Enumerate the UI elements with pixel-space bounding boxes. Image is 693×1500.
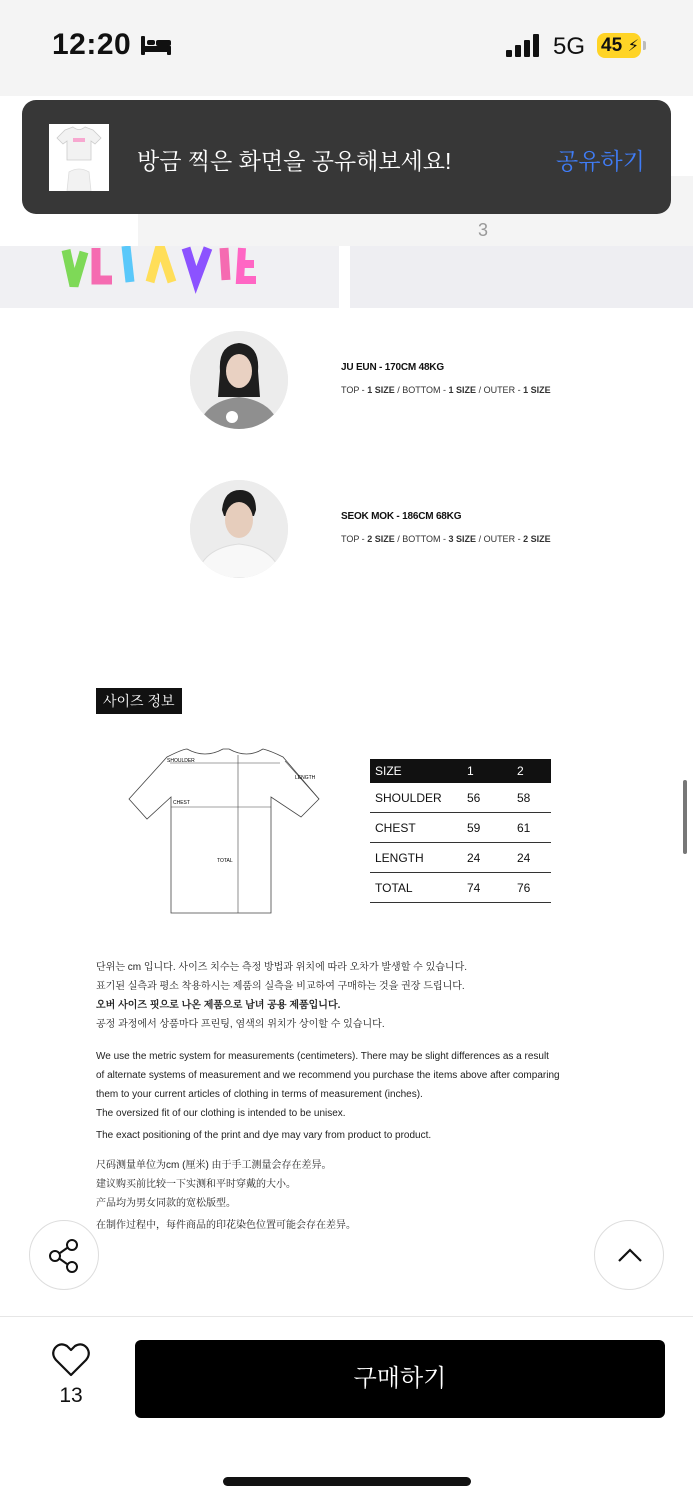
table-cell: 61: [517, 821, 531, 835]
review-count: 3: [478, 220, 489, 240]
table-cell: 56: [467, 791, 481, 805]
screenshot-thumbnail[interactable]: [49, 124, 109, 191]
chevron-up-icon: [595, 1221, 665, 1291]
table-cell: 58: [517, 791, 531, 805]
diagram-label-chest: CHEST: [173, 800, 190, 806]
size-notes-chinese: [96, 1156, 356, 1235]
scrollbar[interactable]: [683, 780, 687, 854]
like-count: 13: [59, 1384, 83, 1407]
note-line: of alternate systems of measurement and we recommend you purchase the items above after comparing: [96, 1070, 560, 1081]
table-cell: 76: [517, 881, 531, 895]
toast-message: 방금 찍은 화면을 공유해보세요!: [137, 148, 452, 174]
model-name: JU EUN - 170CM 48KG: [341, 362, 444, 373]
note-line: 공정 과정에서 상품마다 프린팅, 염색의 위치가 상이할 수 있습니다.: [96, 1019, 385, 1030]
table-cell: 24: [517, 851, 531, 865]
model-avatar: [190, 480, 288, 578]
size-notes-english: [96, 1047, 560, 1145]
home-indicator[interactable]: [223, 1477, 471, 1486]
note-line: 产品均为男女同款的宽松版型。: [96, 1198, 236, 1209]
note-line: 단위는 cm 입니다. 사이즈 치수는 측정 방법과 위치에 따라 오차가 발생할 수 있습니다.: [96, 962, 468, 973]
table-cell: CHEST: [375, 821, 416, 835]
model-portrait-image: [190, 480, 288, 578]
diagram-label-total: TOTAL: [217, 858, 233, 864]
status-time: 12:20: [52, 28, 132, 61]
battery-cap: [643, 41, 646, 50]
status-bar: [0, 0, 693, 96]
header-cell: 2: [517, 764, 524, 778]
diagram-label-length: LENGTH: [295, 775, 316, 781]
note-line: 오버 사이즈 핏으로 나온 제품으로 남녀 공용 제품입니다.: [96, 1000, 341, 1011]
battery-indicator: [597, 33, 641, 58]
network-type: 5G: [553, 33, 586, 60]
model-name: SEOK MOK - 186CM 68KG: [341, 511, 462, 522]
table-cell: SHOULDER: [375, 791, 442, 805]
product-image-detail[interactable]: [350, 246, 693, 308]
product-image-front[interactable]: [0, 246, 339, 308]
table-cell: 24: [467, 851, 481, 865]
graphic-print-image: [0, 246, 339, 308]
like-button[interactable]: [44, 1340, 98, 1412]
note-line: 在制作过程中，每件商品的印花染色位置可能会存在差异。: [96, 1220, 356, 1231]
model-sizes: TOP - 1 SIZE / BOTTOM - 1 SIZE / OUTER - 1 SIZE: [341, 385, 551, 395]
table-row: [370, 873, 551, 903]
diagram-label-shoulder: SHOULDER: [167, 758, 195, 764]
size-table: [370, 759, 551, 903]
table-cell: LENGTH: [375, 851, 424, 865]
note-line: 표기된 실측과 평소 착용하시는 제품의 실측을 비교하여 구매하는 것을 권장 드립니다.: [96, 981, 465, 992]
table-row: [370, 783, 551, 813]
table-cell: 59: [467, 821, 481, 835]
scroll-to-top-button[interactable]: [594, 1220, 664, 1290]
share-icon: [30, 1221, 100, 1291]
header-cell: 1: [467, 764, 474, 778]
cellular-signal-icon: [506, 34, 542, 58]
table-row: [370, 843, 551, 873]
table-cell: 74: [467, 881, 481, 895]
buy-button[interactable]: 구매하기: [135, 1340, 665, 1418]
note-line: 尺码测量单位为cm (厘米) 由于手工测量会存在差异。: [96, 1160, 332, 1171]
size-notes-korean: [96, 958, 467, 1034]
sleep-focus-icon: [140, 34, 172, 56]
charging-bolt-icon: ⚡: [627, 38, 639, 55]
size-table-header: [370, 759, 551, 783]
note-line: them to your current articles of clothing in terms of measurement (inches).: [96, 1089, 423, 1100]
header-cell: SIZE: [375, 764, 402, 778]
note-line: We use the metric system for measurements (centimeters). There may be slight differences as a result: [96, 1051, 549, 1062]
note-line: The exact positioning of the print and dye may vary from product to product.: [96, 1130, 432, 1141]
share-button[interactable]: [29, 1220, 99, 1290]
table-row: [370, 813, 551, 843]
tshirt-size-diagram: [125, 745, 325, 920]
battery-level: 45: [601, 35, 623, 56]
share-toast: [22, 100, 671, 214]
table-cell: TOTAL: [375, 881, 413, 895]
model-avatar: [190, 331, 288, 429]
size-info-title: 사이즈 정보: [96, 688, 182, 714]
note-line: The oversized fit of our clothing is intended to be unisex.: [96, 1108, 346, 1119]
heart-icon: [44, 1340, 98, 1380]
note-line: 建议购买前比较一下实测和平时穿戴的大小。: [96, 1179, 296, 1190]
toast-share-button[interactable]: 공유하기: [556, 148, 645, 174]
model-sizes: TOP - 2 SIZE / BOTTOM - 3 SIZE / OUTER - 2 SIZE: [341, 534, 551, 544]
model-portrait-image: [190, 331, 288, 429]
tshirt-thumbnail-icon: [49, 124, 109, 191]
